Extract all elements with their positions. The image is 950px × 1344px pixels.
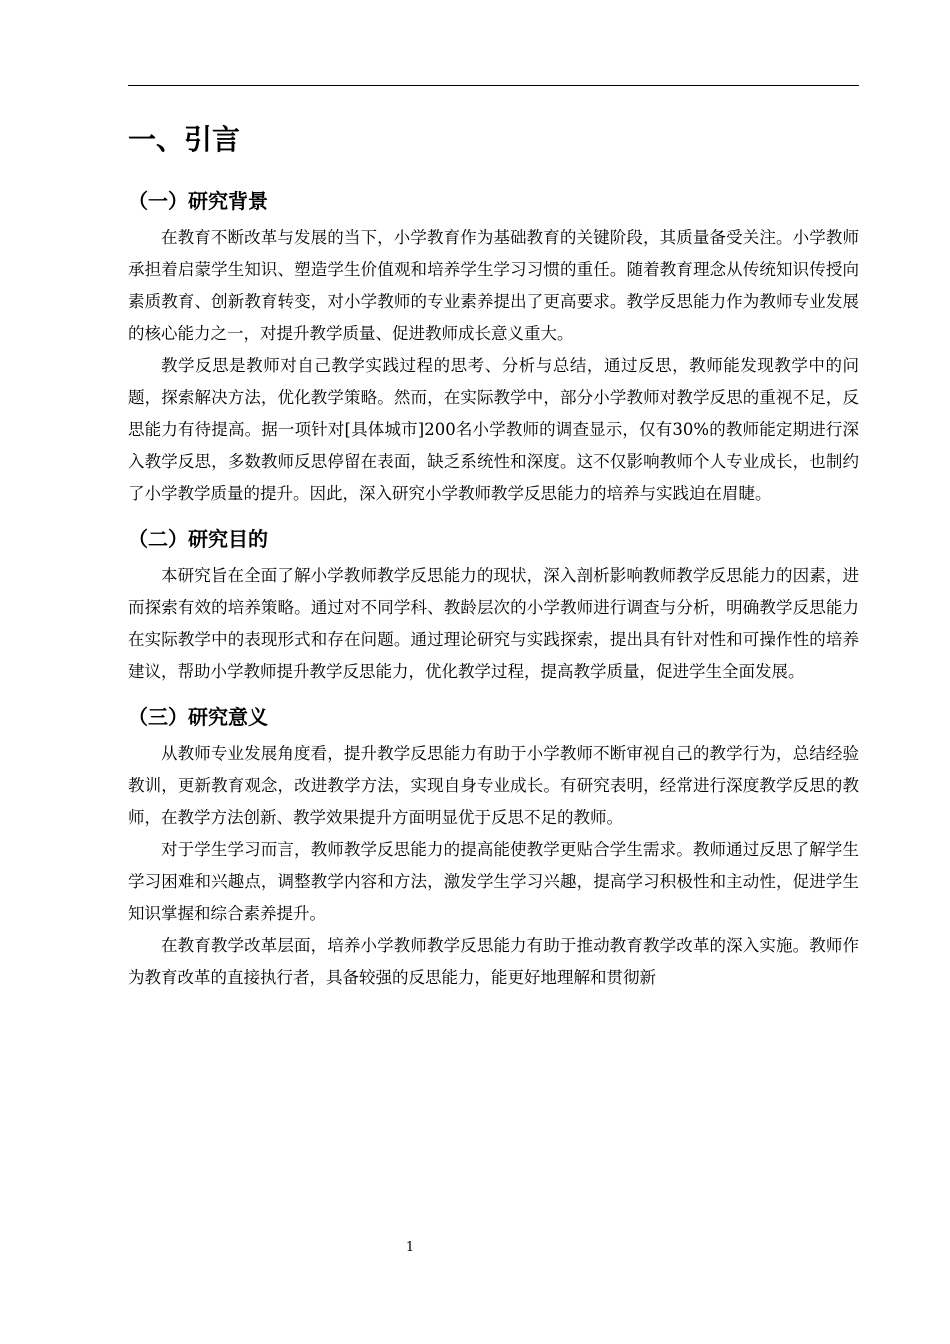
paragraph: 在教育不断改革与发展的当下，小学教育作为基础教育的关键阶段，其质量备受关注。小学教师承担着启蒙学生知识、塑造学生价值观和培养学生学习习惯的重任。随着教育理念从传统知识传授向素质教育、创新教育转变，对小学教师的专业素养提出了更高要求。教学反思能力作为教师专业发展的核心能力之一，对提升教学质量、促进教师成长意义重大。 xyxy=(128,228,859,343)
section-significance xyxy=(128,696,859,994)
paragraph: 在教育教学改革层面，培养小学教师教学反思能力有助于推动教育教学改革的深入实施。教师作为教育改革的直接执行者，具备较强的反思能力，能更好地理解和贯彻新 xyxy=(128,936,859,987)
paragraph: 从教师专业发展角度看，提升教学反思能力有助于小学教师不断审视自己的教学行为，总结经验教训，更新教育观念，改进教学方法，实现自身专业成长。有研究表明，经常进行深度教学反思的教师，在教学方法创新、教学效果提升方面明显优于反思不足的教师。 xyxy=(128,744,859,827)
paragraph: 对于学生学习而言，教师教学反思能力的提高能使教学更贴合学生需求。教师通过反思了解学生学习困难和兴趣点，调整教学内容和方法，激发学生学习兴趣，提高学习积极性和主动性，促进学生知识掌握和综合素养提升。 xyxy=(128,840,859,923)
section-title: （一）研究背景 xyxy=(128,189,268,213)
paragraph: 教学反思是教师对自己教学实践过程的思考、分析与总结，通过反思，教师能发现教学中的问题，探索解决方法，优化教学策略。然而，在实际教学中，部分小学教师对教学反思的重视不足，反思能力有待提高。据一项针对[具体城市]200名小学教师的调查显示，仅有30%的教师能定期进行深入教学反思，多数教师反思停留在表面，缺乏系统性和深度。这不仅影响教师个人专业成长，也制约了小学教学质量的提升。因此，深入研究小学教师教学反思能力的培养与实践迫在眉睫。 xyxy=(128,356,859,503)
page-number: 1 xyxy=(405,1240,415,1255)
section-background xyxy=(128,180,859,510)
header-rule xyxy=(128,85,859,86)
section-purpose xyxy=(128,518,859,688)
section-title: （二）研究目的 xyxy=(128,527,268,551)
page-content xyxy=(128,116,859,1002)
section-title: （三）研究意义 xyxy=(128,705,268,729)
chapter-heading: 一、引言 xyxy=(128,123,241,156)
paragraph: 本研究旨在全面了解小学教师教学反思能力的现状，深入剖析影响教师教学反思能力的因素，进而探索有效的培养策略。通过对不同学科、教龄层次的小学教师进行调查与分析，明确教学反思能力在实际教学中的表现形式和存在问题。通过理论研究与实践探索，提出具有针对性和可操作性的培养建议，帮助小学教师提升教学反思能力，优化教学过程，提高教学质量，促进学生全面发展。 xyxy=(128,566,859,681)
